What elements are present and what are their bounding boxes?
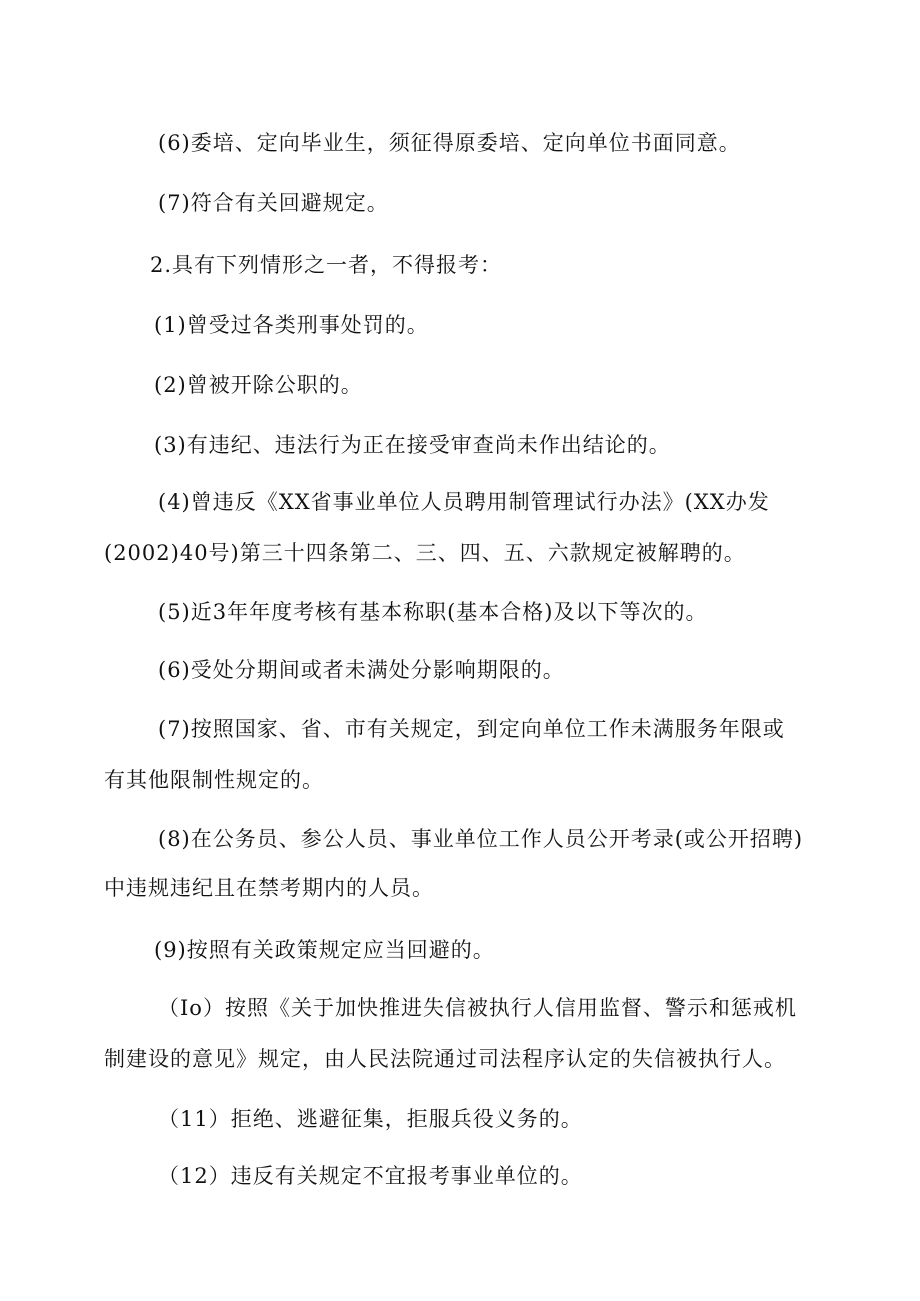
section-heading-disqualifications: 2.具有下列情形之一者，不得报考： <box>150 253 503 277</box>
text-line-item-10-continued: 制建设的意见》规定，由人民法院通过司法程序认定的失信被执行人。 <box>104 1047 786 1071</box>
text-line-item-9-policy-avoidance: (9)按照有关政策规定应当回避的。 <box>154 938 495 962</box>
text-line-item-12-unsuitable: （12）违反有关规定不宜报考事业单位的。 <box>158 1164 583 1188</box>
text-line-item-7-service-term: (7)按照国家、省、市有关规定，到定向单位工作未满服务年限或 <box>158 717 785 741</box>
text-line-item-11-military: （11）拒绝、逃避征集，拒服兵役义务的。 <box>158 1107 583 1131</box>
text-line-item-6-commissioned-graduates: (6)委培、定向毕业生，须征得原委培、定向单位书面同意。 <box>158 131 741 155</box>
text-line-item-6-disciplinary: (6)受处分期间或者未满处分影响期限的。 <box>158 658 565 682</box>
text-line-item-10-dishonest: （Io）按照《关于加快推进失信被执行人信用监督、警示和惩戒机 <box>158 996 797 1020</box>
text-line-item-4-violation: (4)曾违反《XX省事业单位人员聘用制管理试行办法》(XX办发 <box>158 490 770 514</box>
text-line-item-4-continued: (2002)40号)第三十四条第二、三、四、五、六款规定被解聘的。 <box>104 541 746 565</box>
text-line-item-5-assessment: (5)近3年年度考核有基本称职(基本合格)及以下等次的。 <box>158 600 708 624</box>
text-line-item-8-continued: 中违规违纪且在禁考期内的人员。 <box>104 876 434 900</box>
text-line-item-2-dismissed: (2)曾被开除公职的。 <box>154 373 363 397</box>
text-line-item-3-under-review: (3)有违纪、违法行为正在接受审查尚未作出结论的。 <box>154 433 671 457</box>
text-line-item-8-exam-ban: (8)在公务员、参公人员、事业单位工作人员公开考录(或公开招聘) <box>158 827 804 851</box>
text-line-item-7-continued: 有其他限制性规定的。 <box>104 768 324 792</box>
text-line-item-7-avoidance: (7)符合有关回避规定。 <box>158 191 389 215</box>
text-line-item-1-criminal: (1)曾受过各类刑事处罚的。 <box>154 313 429 337</box>
